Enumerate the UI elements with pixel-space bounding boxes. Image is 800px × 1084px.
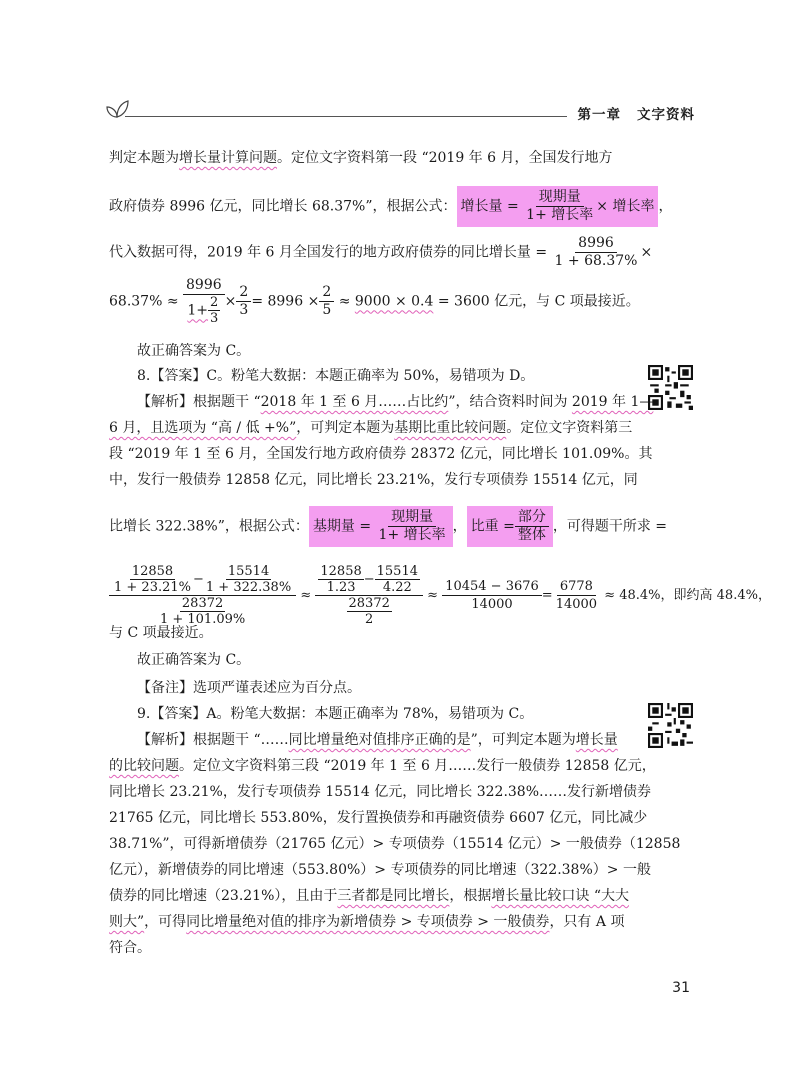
q9-line-10: 符合。 bbox=[109, 940, 151, 956]
q7-answer: 故正确答案为 C。 bbox=[137, 343, 251, 359]
q9-line-7: 亿元），新增债券的同比增速（553.80%）> 专项债券的同比增速（322.38%）> 一般 bbox=[109, 862, 651, 878]
page-number: 31 bbox=[672, 980, 690, 996]
q8-line-5: 中，发行一般债券 12858 亿元，同比增长 23.21%，发行专项债券 15514 亿元，同 bbox=[109, 472, 638, 488]
q8-answer: 故正确答案为 C。 bbox=[137, 652, 251, 668]
q9-line-3: 的比较问题。定位文字资料第三段 “2019 年 1 至 6 月……发行一般债券 12858 亿元， bbox=[109, 758, 656, 774]
q7-line-2: 政府债券 8996 亿元，同比增长 68.37%”，根据公式： 增长量 = $\frac{\text{现期量}}{\text{1+ 增长率}}$ × 增长率 ， bbox=[109, 186, 672, 227]
q8-line-2: 【解析】根据题干 “2018 年 1 至 6 月……占比约”，结合资料时间为 2019 年 1— bbox=[137, 394, 654, 410]
running-header bbox=[105, 97, 695, 127]
q9-line-8: 债券的同比增速（23.21%），且由于三者都是同比增长，根据增长量比较口诀 “大大 bbox=[109, 888, 629, 904]
chapter-title: 第一章 文字资料 bbox=[577, 107, 695, 123]
q9-line-9: 则大”，可得同比增量绝对值的排序为新增债券 > 专项债券 > 一般债券，只有 A 项 bbox=[109, 914, 625, 930]
qr-code-icon[interactable] bbox=[648, 703, 693, 748]
q8-line-8: 与 C 项最接近。 bbox=[109, 625, 213, 641]
q9-line-4: 同比增长 23.21%，发行专项债券 15514 亿元，同比增长 322.38%……发行新增债券 bbox=[109, 784, 652, 800]
header-rule bbox=[125, 116, 567, 117]
q9-line-6: 38.71%”，可得新增债券（21765 亿元）> 专项债券（15514 亿元）> 一般债券（12858 bbox=[109, 836, 681, 852]
q8-answer-line: 8.【答案】C。粉笔大数据：本题正确率为 50%，易错项为 D。 bbox=[137, 368, 535, 384]
q7-line-4: 68.37% ≈ 8996 1+ $\frac{2}{3}$ × $\frac{2}{3}$ = 8996 × $\frac{2}{5}$ ≈ 9000 × 0.4 = 3600 亿元，与 C 项最接近。 bbox=[109, 277, 640, 326]
q8-line-6: 比增长 322.38%”，根据公式： 基期量 = $\frac{\text{现期量}}{\text{1+ 增长率}}$ ， 比重 = $\frac{\text{部分}}{\text{整体}}$ ，可得题干所求 = bbox=[109, 506, 667, 547]
q8-equation: $\frac{12858}{1 + 23.21\%}$ − $\frac{15514}{1 + 322.38\%}$ $\frac{28372}{1 + 101.09\%}$ ≈ $\frac{12858}{1.23}$ − $\frac{15514}{4.22}$ $\frac{28372}{2}$ ≈ $\frac{10454 - 3676}{14000}$ = $\frac{6778}{14000}$ ≈ 48.4%，即约高 48.4%， bbox=[109, 564, 771, 627]
ratio-formula-box: 比重 = $\frac{\text{部分}}{\text{整体}}$ bbox=[467, 506, 553, 547]
q7-line-3: 代入数据可得，2019 年 6 月全国发行的地方政府债券的同比增长量 = $\frac{8996}{1 + 68.37\%}$ × bbox=[109, 235, 653, 269]
q9-line-2: 【解析】根据题干 “……同比增量绝对值排序正确的是”，可判定本题为增长量 bbox=[137, 732, 618, 748]
q8-line-4: 段 “2019 年 1 至 6 月，全国发行地方政府债券 28372 亿元，同比增长 101.09%。其 bbox=[109, 446, 653, 462]
q8-note: 【备注】选项严谨表述应为百分点。 bbox=[137, 680, 361, 696]
growth-formula-box: 增长量 = $\frac{\text{现期量}}{\text{1+ 增长率}}$ × 增长率 bbox=[457, 186, 659, 227]
q8-line-3: 6 月，且选项为 “高 / 低 +%”，可判定本题为基期比重比较问题。定位文字资料第三 bbox=[109, 420, 633, 436]
qr-code-icon[interactable] bbox=[648, 365, 693, 410]
base-formula-box: 基期量 = $\frac{\text{现期量}}{\text{1+ 增长率}}$ bbox=[309, 506, 453, 547]
q7-line-1: 判定本题为增长量计算问题。定位文字资料第一段 “2019 年 6 月，全国发行地方 bbox=[109, 150, 613, 166]
q9-line-5: 21765 亿元，同比增长 553.80%，发行置换债券和再融资债券 6607 亿元，同比减少 bbox=[109, 810, 648, 826]
q9-answer-line: 9.【答案】A。粉笔大数据：本题正确率为 78%，易错项为 C。 bbox=[137, 706, 534, 722]
